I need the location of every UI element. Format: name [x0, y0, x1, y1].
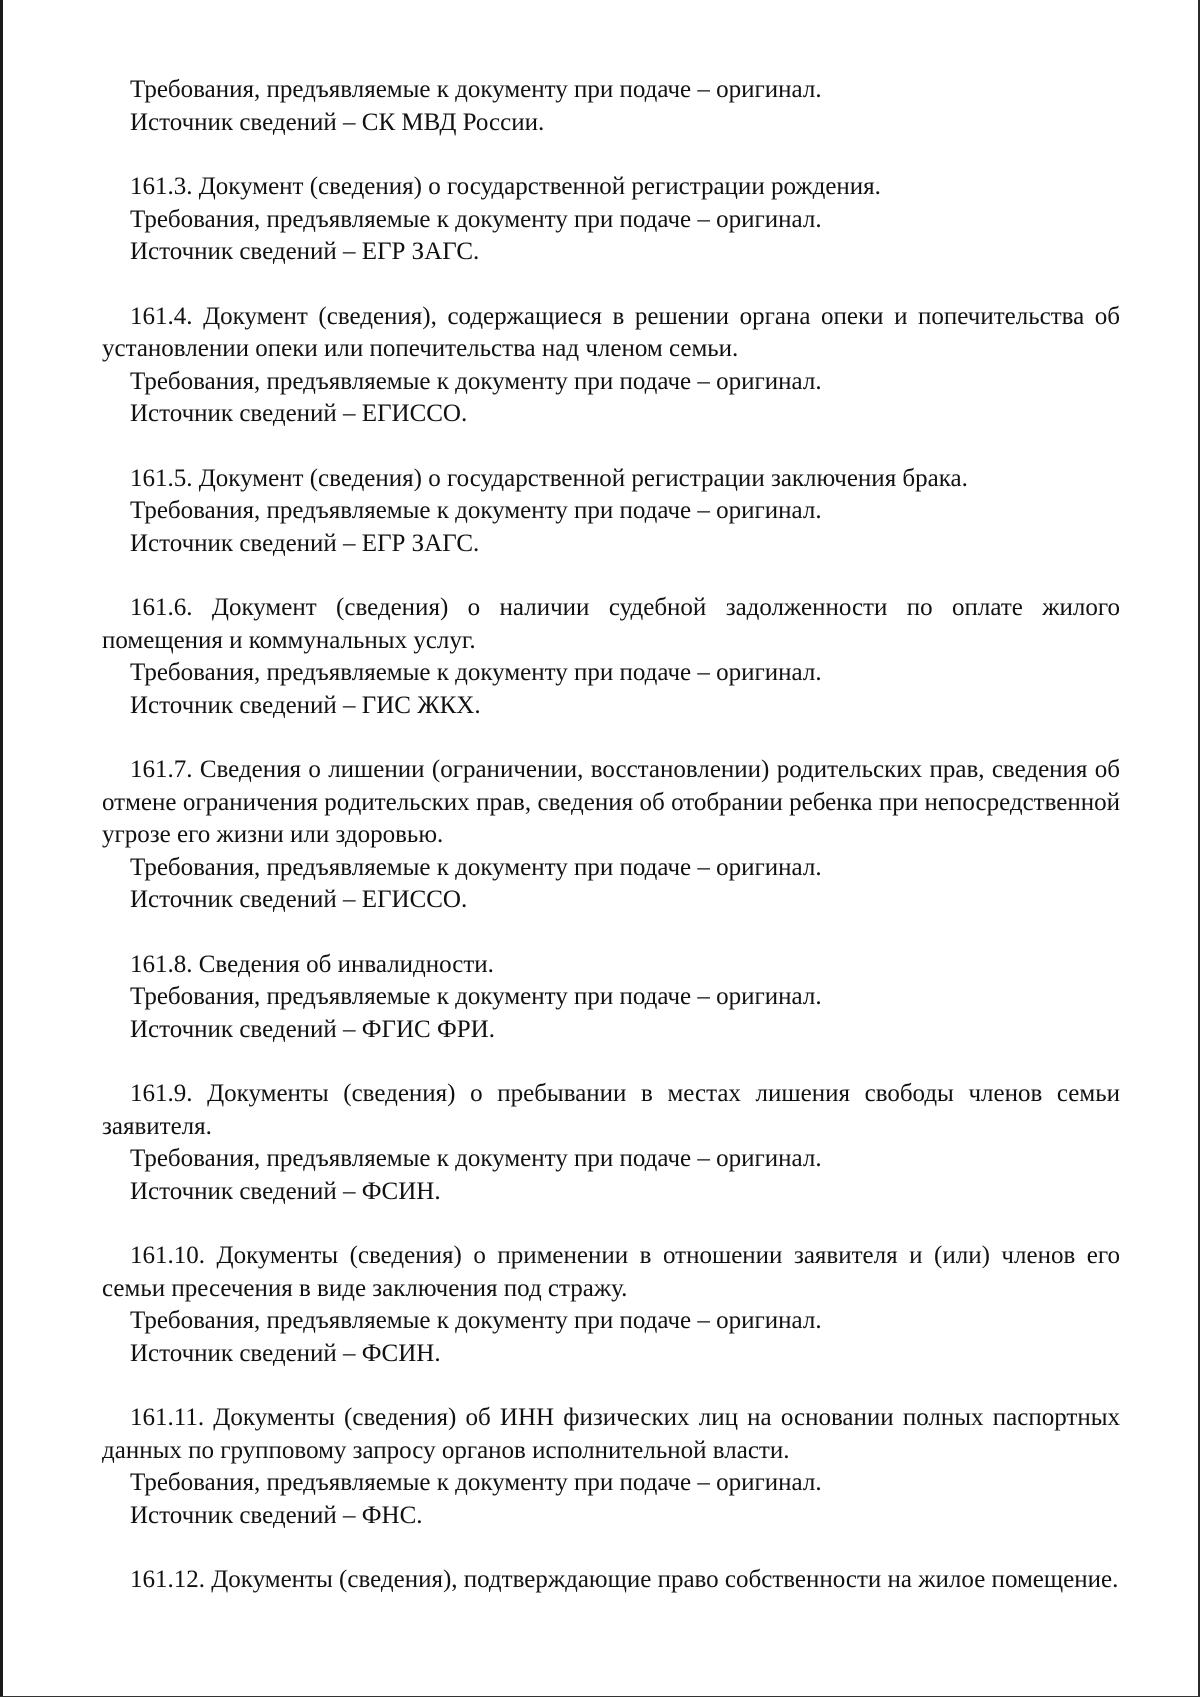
- source-line: Источник сведений – ЕГИССО.: [130, 886, 468, 913]
- requirement-line: Требования, предъявляемые к документу при подаче – оригинал.: [130, 853, 822, 881]
- source-line: Источник сведений – ЕГИССО.: [130, 400, 468, 427]
- section-161-6: [102, 592, 1120, 722]
- requirement-line: Требования, предъявляемые к документу при подаче – оригинал.: [130, 659, 822, 686]
- section-161-8: [102, 949, 1120, 1047]
- section-title: 161.10. Документы (сведения) о применении в отношении заявителя и (или) членов его семьи пресечения в виде заключения под стражу.: [102, 1242, 1120, 1302]
- section-title: 161.7. Сведения о лишении (ограничении, восстановлении) родительских прав, сведения об отмене ограничения родительских прав, сведения об отобрании ребенка при непосредственной угрозе его жизни или здоровью.: [102, 756, 1120, 848]
- source-line: Источник сведений – ФГИС ФРИ.: [130, 1015, 495, 1043]
- section-161-10: [102, 1240, 1120, 1370]
- requirement-line: Требования, предъявляемые к документу при подаче – оригинал.: [130, 205, 822, 233]
- section-title: 161.4. Документ (сведения), содержащиеся в решении органа опеки и попечительства об установлении опеки или попечительства над членом семьи.: [102, 302, 1120, 362]
- source-line: Источник сведений – ФСИН.: [130, 1177, 441, 1205]
- section-161-12: [102, 1564, 1120, 1597]
- section-title: 161.5. Документ (сведения) о государственной регистрации заключения брака.: [130, 464, 968, 492]
- section-161-9: [102, 1078, 1120, 1208]
- requirement-line: Требования, предъявляемые к документу при подаче – оригинал.: [130, 76, 822, 103]
- section-161-3: [102, 171, 1120, 269]
- scan-edge-left: [0, 0, 3, 1697]
- section-title: 161.3. Документ (сведения) о государственной регистрации рождения.: [130, 173, 881, 200]
- source-line: Источник сведений – ФСИН.: [130, 1339, 441, 1367]
- section-title: 161.6. Документ (сведения) о наличии судебной задолженности по оплате жилого помещения и коммунальных услуг.: [102, 594, 1120, 654]
- section-title: 161.8. Сведения об инвалидности.: [130, 950, 494, 978]
- requirement-line: Требования, предъявляемые к документу при подаче – оригинал.: [130, 1145, 822, 1172]
- requirement-line: Требования, предъявляемые к документу при подаче – оригинал.: [130, 497, 822, 524]
- source-line: Источник сведений – ГИС ЖКХ.: [130, 691, 481, 719]
- source-line: Источник сведений – ЕГР ЗАГС.: [130, 529, 480, 557]
- section-161-4: [102, 301, 1120, 431]
- section-161-5: [102, 463, 1120, 561]
- intro-block: [102, 74, 1120, 139]
- source-line: Источник сведений – СК МВД России.: [130, 108, 545, 136]
- requirement-line: Требования, предъявляемые к документу при подаче – оригинал.: [130, 367, 822, 395]
- requirement-line: Требования, предъявляемые к документу при подаче – оригинал.: [130, 1469, 822, 1496]
- section-161-11: [102, 1402, 1120, 1532]
- section-title: 161.11. Документы (сведения) об ИНН физических лиц на основании полных паспортных данных по групповому запросу органов исполнительной власти.: [102, 1404, 1120, 1464]
- section-title: 161.12. Документы (сведения), подтверждающие право собственности на жилое помещение.: [130, 1566, 1119, 1593]
- requirement-line: Требования, предъявляемые к документу при подаче – оригинал.: [130, 1307, 822, 1334]
- source-line: Источник сведений – ЕГР ЗАГС.: [130, 238, 480, 265]
- document-body: [102, 74, 1120, 1597]
- requirement-line: Требования, предъявляемые к документу при подаче – оригинал.: [130, 983, 822, 1010]
- section-161-7: [102, 754, 1120, 917]
- section-title: 161.9. Документы (сведения) о пребывании в местах лишения свободы членов семьи заявителя.: [102, 1080, 1120, 1140]
- source-line: Источник сведений – ФНС.: [130, 1501, 423, 1529]
